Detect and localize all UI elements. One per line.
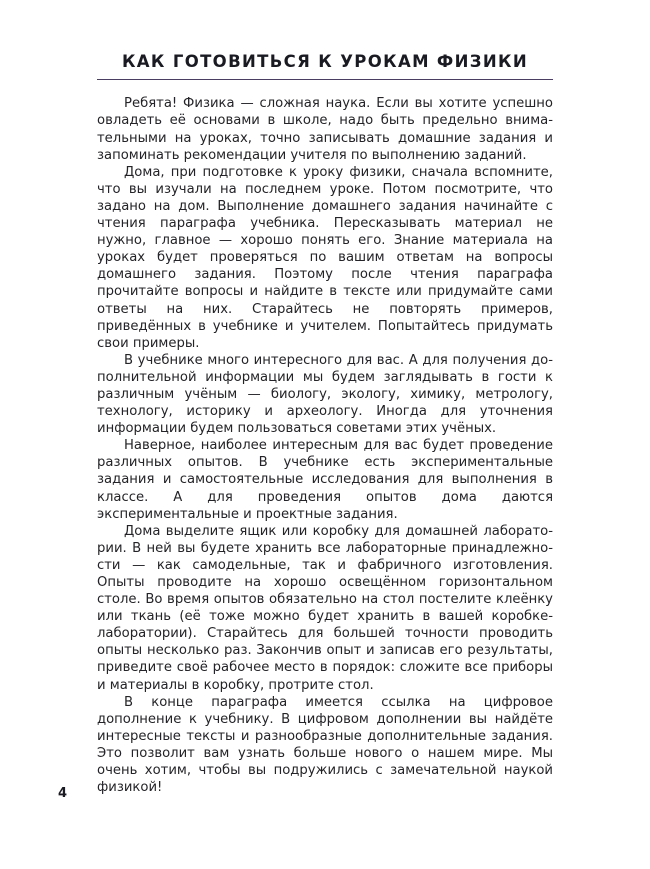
paragraph: В конце параграфа имеется ссылка на цифровое дополнение к учебнику. В цифровом дополнении вы найдёте интересные тексты и разнообразные дополнительные задания. Это позволит вам узнать больше нового о нашем мире. Мы очень хотим, чтобы вы подружились с замечательной наукой физикой! bbox=[97, 694, 553, 796]
paragraph: Дома, при подготовке к уроку физики, сначала вспомните, что вы изучали на последнем уроке. Потом посмотрите, что задано на дом. Выполнение домашнего задания начинайте с чтения параграфа учебника. Пересказывать материал не нужно, главное — хорошо понять его. Знание материала на уроках будет проверяться по вашим ответам на вопросы домашнего задания. Поэтому после чтения параграфа прочитайте вопросы и найдите в тексте или придумайте сами ответы на них. Старайтесь не повторять примеров, приведённых в учебнике и учителем. Попытайтесь придумать свои примеры. bbox=[97, 164, 553, 351]
paragraph: Ребята! Физика — сложная наука. Если вы хотите успешно овладеть её основами в школе, надо быть предельно внимательными на уроках, точно записывать домашние задания и запоминать рекомендации учителя по выполнению заданий. bbox=[97, 96, 553, 163]
page-title: КАК ГОТОВИТЬСЯ К УРОКАМ ФИЗИКИ bbox=[121, 52, 529, 71]
paragraph: Дома выделите ящик или коробку для домашней лаборатории. В ней вы будете хранить все лабораторные принадлежности — как самодельные, так и фабричного изготовления. Опыты проводите на хорошо освещённом горизонтальном столе. Во время опытов обязательно на стол постелите клеёнку или ткань (её тоже можно будет хранить в вашей коробке-лаборатории). Старайтесь для большей точности проводить опыты несколько раз. Закончив опыт и записав его результаты, приведите своё рабочее место в порядок: сложите все приборы и материалы в коробку, протрите стол. bbox=[97, 523, 553, 693]
title-divider-rule bbox=[97, 79, 553, 81]
body-text bbox=[97, 95, 553, 796]
page-number: 4 bbox=[58, 786, 68, 801]
paragraph: Наверное, наиболее интересным для вас будет проведение различных опытов. В учебнике есть экспериментальные задания и самостоятельные исследования для выполнения в классе. А для проведения опытов дома даются экспериментальные и проектные задания. bbox=[97, 438, 553, 522]
heading-block bbox=[97, 0, 553, 80]
page-content bbox=[97, 0, 553, 796]
paragraph: В учебнике много интересного для вас. А для получения дополнительной информации мы будем заглядывать в гости к различным учёным — биологу, экологу, химику, метрологу, технологу, историку и археологу. Иногда для уточнения информации будем пользоваться советами этих учёных. bbox=[97, 352, 553, 437]
